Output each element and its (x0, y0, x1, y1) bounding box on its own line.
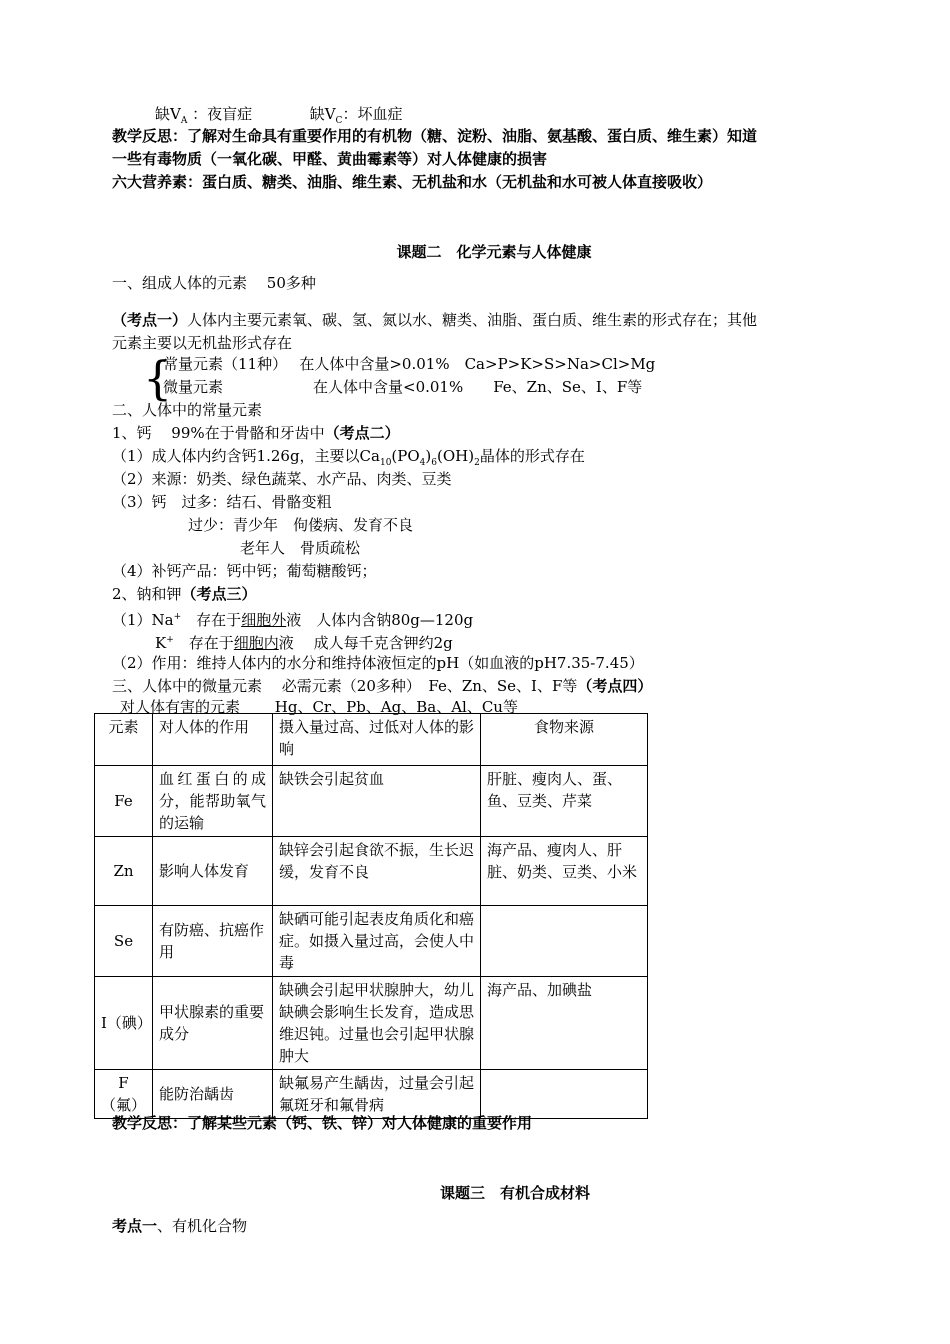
cell-role: 有防癌、抗癌作用 (153, 906, 273, 977)
reflection-1-line-1: 教学反思：了解对生命具有重要作用的有机物（糖、淀粉、油脂、氨基酸、蛋白质、维生素）知道 (112, 127, 758, 145)
cell-effect: 缺锌会引起食欲不振，生长迟缓，发育不良 (273, 837, 481, 906)
sodium-potassium-2: （2）作用：维持人体内的水分和维持体液恒定的pH（如血液的pH7.35-7.45） (112, 654, 644, 672)
sodium-line: （1）Na+ 存在于细胞外液 人体内含钠80g—120g (112, 611, 474, 629)
cell-source: 海产品、加碘盐 (481, 977, 648, 1070)
table-row (95, 906, 648, 977)
cell-source: 肝脏、瘦肉人、蛋、鱼、豆类、芹菜 (481, 766, 648, 837)
trace-element-table (94, 713, 648, 1119)
calcium-3: （3）钙 过多：结石、骨骼变粗 (112, 493, 332, 511)
calcium-4: （4）补钙产品：钙中钙；葡萄糖酸钙； (112, 562, 377, 580)
cell-effect: 缺铁会引起贫血 (273, 766, 481, 837)
cell-effect: 缺硒可能引起表皮角质化和癌症。如摄入量过高，会使人中毒 (273, 906, 481, 977)
section-2-title: 课题二 化学元素与人体健康 (396, 243, 592, 261)
harmful-elements: 对人体有害的元素 Hg、Cr、Pb、Ag、Ba、Al、Cu等 (120, 698, 518, 716)
header-effect: 摄入量过高、过低对人体的影响 (273, 714, 481, 766)
section-3-kp1: 考点一、有机化合物 (112, 1217, 248, 1235)
table-row (95, 837, 648, 906)
cell-element: Fe (95, 766, 153, 837)
kp1-line-1: （考点一）人体内主要元素氧、碳、氢、氮以水、糖类、油脂、蛋白质、维生素的形式存在；其他 (112, 311, 758, 329)
heading-2: 二、人体中的常量元素 (112, 401, 263, 419)
reflection-2: 教学反思：了解某些元素（钙、铁、锌）对人体健康的重要作用 (112, 1114, 533, 1132)
sodium-potassium-title: 2、钠和钾（考点三） (112, 585, 257, 603)
calcium-title: 1、钙 99%在于骨骼和牙齿中（考点二） (112, 424, 400, 442)
kp1-line-2: 元素主要以无机盐形式存在 (112, 334, 293, 352)
major-elements: 常量元素（11种） 在人体中含量>0.01% Ca>P>K>S>Na>Cl>Mg (163, 355, 656, 373)
header-element: 元素 (95, 714, 153, 766)
section-3-title: 课题三 有机合成材料 (439, 1184, 590, 1202)
cell-element: Se (95, 906, 153, 977)
cell-role: 影响人体发育 (153, 837, 273, 906)
calcium-1: （1）成人体内约含钙1.26g，主要以$Ca_{10}(PO_4)_6(OH)_2$晶体的形式存在 (112, 447, 585, 468)
reflection-1-line-2: 一些有毒物质（一氧化碳、甲醛、黄曲霉素等）对人体健康的损害 (112, 150, 548, 168)
cell-element: I（碘） (95, 977, 153, 1070)
calcium-3c: 老年人 骨质疏松 (240, 539, 361, 557)
cell-element: Zn (95, 837, 153, 906)
heading-3: 三、人体中的微量元素 必需元素（20多种） Fe、Zn、Se、I、F等（考点四） (112, 677, 653, 695)
heading-1: 一、组成人体的元素 50多种 (112, 274, 316, 292)
cell-element: F（氟） (95, 1070, 153, 1119)
calcium-3b: 过少：青少年 佝偻病、发育不良 (188, 516, 414, 534)
table-row (95, 977, 648, 1070)
table-row (95, 766, 648, 837)
calcium-2: （2）来源：奶类、绿色蔬菜、水产品、肉类、豆类 (112, 470, 452, 488)
header-role: 对人体的作用 (153, 714, 273, 766)
cell-effect: 缺碘会引起甲状腺肿大，幼儿缺碘会影响生长发育，造成思维迟钝。过量也会引起甲状腺肿大 (273, 977, 481, 1070)
cell-role: 能防治龋齿 (153, 1070, 273, 1119)
vitamin-deficiency-line: 缺$V_A$ ：夜盲症 缺$V_C$：坏血症 (155, 105, 403, 126)
cell-role: 甲状腺素的重要成分 (153, 977, 273, 1070)
table-header-row (95, 714, 648, 766)
cell-role: 血红蛋白的成分，能帮助氧气的运输 (153, 766, 273, 837)
cell-source (481, 906, 648, 977)
trace-elements: 微量元素 在人体中含量<0.01% Fe、Zn、Se、I、F等 (163, 378, 643, 396)
header-source: 食物来源 (481, 714, 648, 766)
six-nutrients: 六大营养素：蛋白质、糖类、油脂、维生素、无机盐和水（无机盐和水可被人体直接吸收） (112, 173, 713, 191)
brace: { (143, 351, 173, 405)
potassium-line: K+ 存在于细胞内液 成人每千克含钾约2g (155, 634, 453, 652)
cell-effect: 缺氟易产生龋齿，过量会引起氟斑牙和氟骨病 (273, 1070, 481, 1119)
cell-source: 海产品、瘦肉人、肝脏、奶类、豆类、小米 (481, 837, 648, 906)
